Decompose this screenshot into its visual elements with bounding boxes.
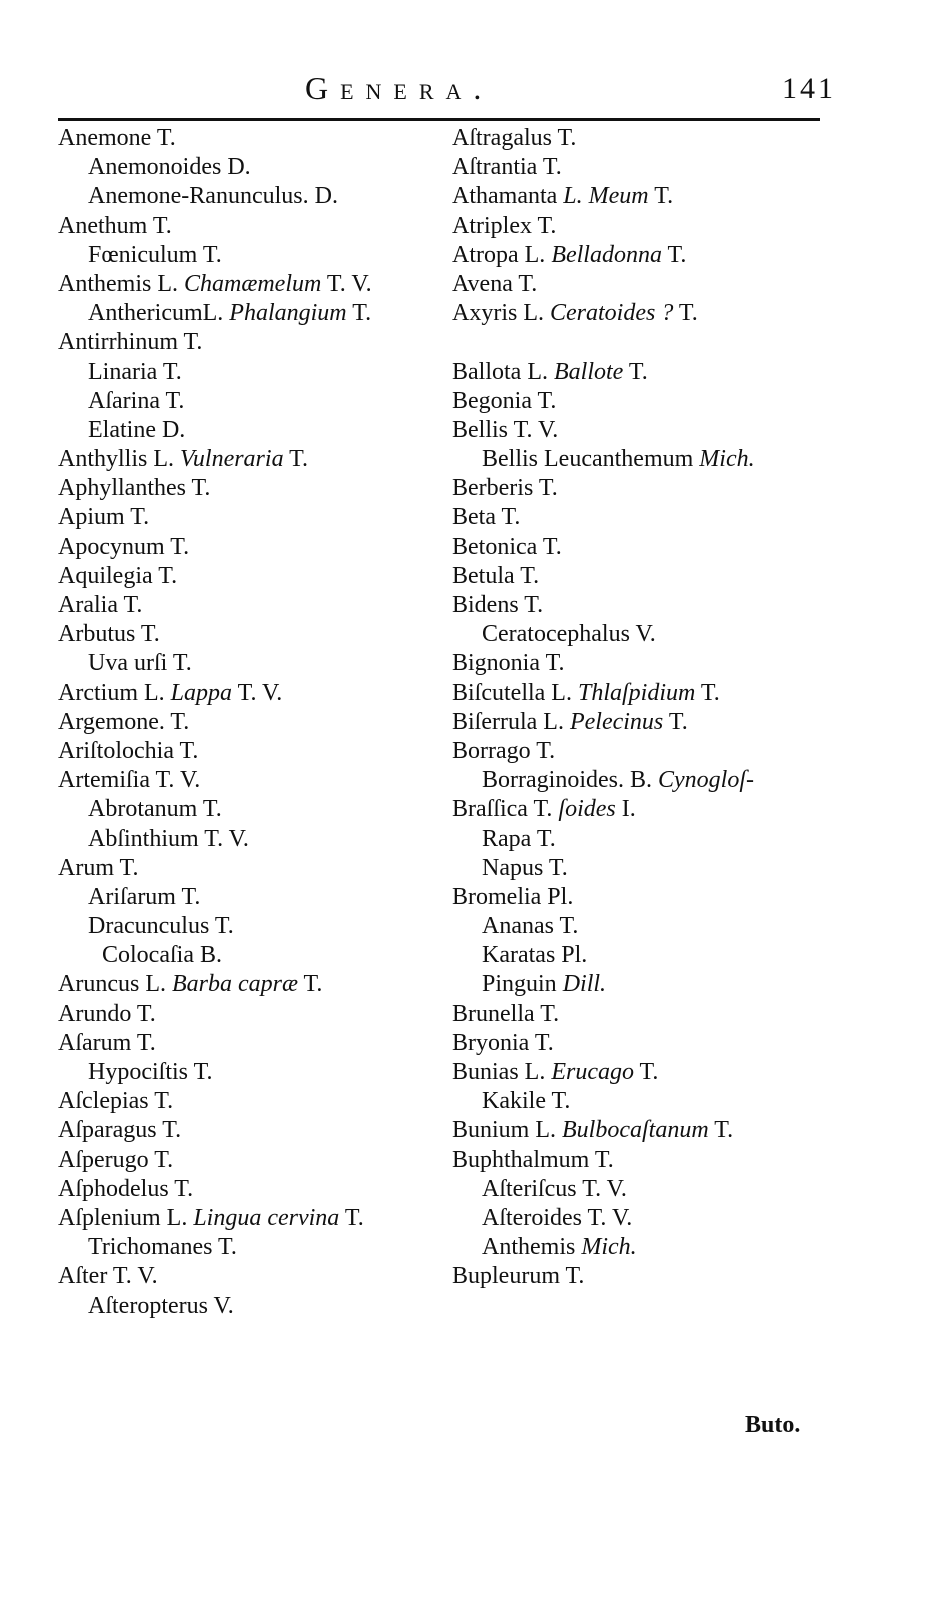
authority: T.	[633, 1059, 659, 1085]
genus-entry	[58, 1029, 450, 1058]
genus-entry	[58, 912, 450, 941]
genus-name: Borraginoides. B.	[482, 767, 652, 794]
genus-entry	[58, 1058, 450, 1087]
genus-name: Artemiſia T. V.	[58, 767, 201, 794]
synonym-name: Cynogloſ-	[657, 767, 754, 794]
genus-entry	[452, 270, 872, 299]
authority: T.	[283, 446, 309, 473]
section-gap	[452, 328, 872, 357]
genus-name: Braſſica T.	[452, 796, 553, 823]
right-genera-column	[452, 124, 872, 1292]
synonym-name: Thlaſpidium	[577, 679, 696, 706]
genus-entry	[58, 1262, 450, 1291]
genus-entry	[452, 474, 872, 503]
genus-entry	[452, 970, 872, 999]
genus-entry	[452, 620, 872, 649]
genus-name: Berberis T.	[452, 475, 558, 502]
authority: T.	[695, 679, 720, 706]
genus-name: Ariſtolochia T.	[58, 737, 199, 764]
genus-entry	[452, 941, 872, 970]
genus-name: Betula T.	[452, 562, 540, 589]
genus-name: Aſclepias T.	[58, 1088, 174, 1115]
genus-entry	[452, 241, 872, 270]
author-abbrev: L.	[563, 183, 583, 210]
genus-entry	[452, 503, 872, 532]
genus-name: Avena T.	[452, 270, 538, 297]
genus-name: Dracunculus T.	[88, 913, 234, 940]
genus-entry	[452, 883, 872, 912]
genus-name: Betonica T.	[452, 533, 562, 560]
genus-name: Ballota L.	[452, 358, 548, 385]
genus-name: Pinguin	[482, 971, 557, 998]
genus-name: Argemone. T.	[58, 708, 190, 735]
genus-entry	[58, 970, 450, 999]
genus-name: Aſparagus T.	[58, 1117, 182, 1144]
genus-entry	[452, 1087, 872, 1116]
genus-name: Brunella T.	[452, 1000, 560, 1027]
genus-name: Aſteroides T. V.	[482, 1204, 633, 1231]
synonym-name: Dill.	[562, 971, 607, 998]
genus-entry	[58, 1233, 450, 1262]
authority: T. V.	[321, 270, 372, 297]
genus-name: Antirrhinum T.	[58, 329, 203, 356]
genus-name: Ariſarum T.	[88, 883, 201, 910]
genus-name: Arbutus T.	[58, 621, 160, 648]
genus-entry	[452, 591, 872, 620]
genus-entry	[58, 387, 450, 416]
genus-name: Aſphodelus T.	[58, 1175, 194, 1202]
genus-entry	[58, 212, 450, 241]
genus-entry	[452, 766, 872, 795]
genus-name: Kakile T.	[482, 1088, 571, 1115]
genus-name: Apocynum T.	[58, 533, 190, 560]
genus-entry	[58, 358, 450, 387]
authority: T.	[346, 300, 372, 327]
genus-name: Aquilegia T.	[58, 562, 178, 589]
genus-name: Biſcutella L.	[452, 679, 572, 706]
genus-name: Aſtrantia T.	[452, 154, 562, 181]
genus-name: Aſperugo T.	[58, 1146, 174, 1173]
genus-entry	[58, 124, 450, 153]
synonym-name: Mich.	[581, 1234, 637, 1261]
genus-name: Anthemis L.	[58, 270, 178, 297]
genus-entry	[452, 1000, 872, 1029]
genus-name: Elatine D.	[88, 416, 186, 443]
genus-entry	[452, 1146, 872, 1175]
genus-entry	[452, 1029, 872, 1058]
genus-name: Bromelia Pl.	[452, 883, 574, 910]
genus-name: Aſteriſcus T. V.	[482, 1175, 627, 1202]
synonym-name: Belladonna	[551, 241, 662, 268]
genus-entry	[452, 737, 872, 766]
genus-name: Aſarum T.	[58, 1029, 156, 1056]
genus-entry	[58, 1116, 450, 1145]
genus-entry	[58, 883, 450, 912]
genus-entry	[452, 1204, 872, 1233]
genus-name: Begonia T.	[452, 387, 557, 414]
genus-name: Bupleurum T.	[452, 1263, 585, 1290]
authority: T.	[339, 1204, 364, 1231]
genus-name: Aſarina T.	[88, 387, 185, 414]
synonym-name: Erucago	[551, 1059, 634, 1085]
genus-entry	[58, 708, 450, 737]
genus-name: Anemone T.	[58, 125, 176, 151]
authority: T.	[661, 241, 687, 268]
genus-name: Bunium L.	[452, 1117, 557, 1144]
genus-entry	[452, 854, 872, 883]
genus-entry	[58, 153, 450, 182]
synonym-name: Barba capræ	[171, 971, 298, 998]
synonym-name: Lingua cervina	[193, 1204, 340, 1231]
genus-entry	[452, 825, 872, 854]
genus-name: Borrago T.	[452, 737, 556, 764]
genus-entry	[58, 562, 450, 591]
synonym-name: Phalangium	[229, 300, 347, 327]
genus-name: Ceratocephalus V.	[482, 621, 656, 648]
genus-name: Bunias L.	[452, 1059, 546, 1085]
genus-entry	[452, 153, 872, 182]
genus-name: Colocaſia B.	[102, 942, 222, 969]
genus-name: Aphyllanthes T.	[58, 475, 211, 502]
genus-name: Bignonia T.	[452, 650, 565, 677]
genus-entry	[58, 1292, 450, 1321]
genus-entry	[58, 591, 450, 620]
synonym-name: Ballote	[553, 358, 624, 385]
genus-name: Fœniculum T.	[88, 241, 222, 268]
genus-name: Biſerrula L.	[452, 708, 564, 735]
left-genera-column	[58, 124, 450, 1321]
genus-name: Anthyllis L.	[58, 446, 175, 473]
genus-name: Bellis Leucanthemum	[482, 446, 694, 473]
genus-entry	[452, 212, 872, 241]
genus-name: Aralia T.	[58, 592, 143, 618]
genus-entry	[58, 766, 450, 795]
genus-name: Apium T.	[58, 504, 150, 531]
running-title: Genera.	[305, 70, 494, 106]
authority: T.	[673, 300, 698, 327]
synonym-name: Bulbocaſtanum	[562, 1117, 709, 1144]
genus-entry	[452, 299, 872, 328]
genus-name: Aſplenium L.	[58, 1204, 188, 1231]
genus-entry	[452, 708, 872, 737]
catchword: Buto.	[745, 1412, 801, 1438]
genus-entry	[58, 1087, 450, 1116]
genus-name: Aruncus L.	[58, 971, 166, 998]
synonym-name: Chamæmelum	[184, 270, 322, 297]
genus-entry	[58, 1175, 450, 1204]
genus-entry	[58, 533, 450, 562]
genus-name: AnthericumL.	[88, 300, 224, 327]
genus-name: Abrotanum T.	[88, 796, 222, 823]
genus-entry	[58, 241, 450, 270]
genus-entry	[452, 1262, 872, 1291]
synonym-name: Lappa	[170, 679, 232, 706]
genus-entry	[58, 1146, 450, 1175]
genus-entry	[58, 795, 450, 824]
genus-name: Anethum T.	[58, 212, 172, 239]
genus-name: Karatas Pl.	[482, 942, 588, 969]
synonym-name: Pelecinus	[569, 708, 664, 735]
genus-entry	[452, 1116, 872, 1145]
synonym-name: Meum	[588, 183, 649, 210]
genus-name: Bryonia T.	[452, 1029, 554, 1056]
genus-entry	[58, 620, 450, 649]
genus-entry	[452, 1058, 872, 1087]
genus-name: Rapa T.	[482, 825, 556, 852]
genus-entry	[58, 854, 450, 883]
genus-entry	[58, 649, 450, 678]
genus-name: Bellis T. V.	[452, 416, 559, 443]
genus-entry	[452, 416, 872, 445]
genus-entry	[58, 941, 450, 970]
genus-entry	[452, 182, 872, 211]
genus-name: Anthemis	[482, 1234, 576, 1261]
genus-name: Aſtragalus T.	[452, 125, 577, 151]
genus-entry	[58, 445, 450, 474]
genus-name: Trichomanes T.	[88, 1234, 237, 1261]
synonym-name: ſoides	[558, 796, 616, 823]
genus-entry	[58, 474, 450, 503]
synonym-name: Ceratoides ?	[550, 300, 674, 327]
authority: T.	[708, 1117, 734, 1144]
genus-name: Arum T.	[58, 854, 139, 881]
genus-name: Buphthalmum T.	[452, 1146, 614, 1173]
synonym-name: Mich.	[699, 446, 755, 473]
synonym-name: Vulneraria	[180, 446, 284, 473]
authority: T.	[623, 358, 648, 385]
genus-name: Linaria T.	[88, 358, 182, 385]
genus-entry	[452, 795, 872, 824]
genus-name: Uva urſi T.	[88, 650, 192, 677]
genus-entry	[452, 912, 872, 941]
genus-name: Anemone-Ranunculus. D.	[88, 183, 338, 210]
genus-name: Athamanta	[452, 183, 558, 210]
genus-name: Hypociſtis T.	[88, 1059, 213, 1085]
genus-name: Atropa L.	[452, 241, 546, 268]
genus-entry	[58, 416, 450, 445]
genus-entry	[452, 387, 872, 416]
genus-entry	[58, 1204, 450, 1233]
page-number: 141	[782, 72, 836, 105]
header-rule	[58, 118, 820, 121]
genus-entry	[58, 737, 450, 766]
genus-name: Bidens T.	[452, 592, 544, 618]
authority: T.	[648, 183, 674, 210]
authority: I.	[615, 796, 636, 823]
authority: T.	[663, 708, 688, 735]
genus-name: Napus T.	[482, 854, 568, 881]
genus-entry	[452, 445, 872, 474]
genus-entry	[452, 679, 872, 708]
genus-name: Arundo T.	[58, 1000, 156, 1027]
authority: T. V.	[232, 679, 283, 706]
genus-name: Abſinthium T. V.	[88, 825, 249, 852]
genus-name: Aſteropterus V.	[88, 1292, 234, 1319]
genus-entry	[452, 358, 872, 387]
genus-name: Beta T.	[452, 504, 521, 531]
genus-entry	[452, 124, 872, 153]
genus-entry	[58, 299, 450, 328]
genus-name: Aſter T. V.	[58, 1263, 158, 1290]
genus-entry	[452, 1175, 872, 1204]
genus-entry	[452, 1233, 872, 1262]
genus-name: Axyris L.	[452, 300, 544, 327]
genus-entry	[58, 270, 450, 299]
genus-entry	[58, 503, 450, 532]
genus-entry	[58, 328, 450, 357]
genus-name: Ananas T.	[482, 913, 579, 940]
genus-entry	[58, 825, 450, 854]
genus-entry	[452, 533, 872, 562]
genus-entry	[58, 1000, 450, 1029]
genus-entry	[452, 562, 872, 591]
authority: T.	[297, 971, 323, 998]
genus-entry	[452, 649, 872, 678]
genus-name: Anemonoides D.	[88, 154, 251, 181]
genus-name: Atriplex T.	[452, 212, 557, 239]
genus-entry	[58, 182, 450, 211]
genus-name: Arctium L.	[58, 679, 165, 706]
genus-entry	[58, 679, 450, 708]
